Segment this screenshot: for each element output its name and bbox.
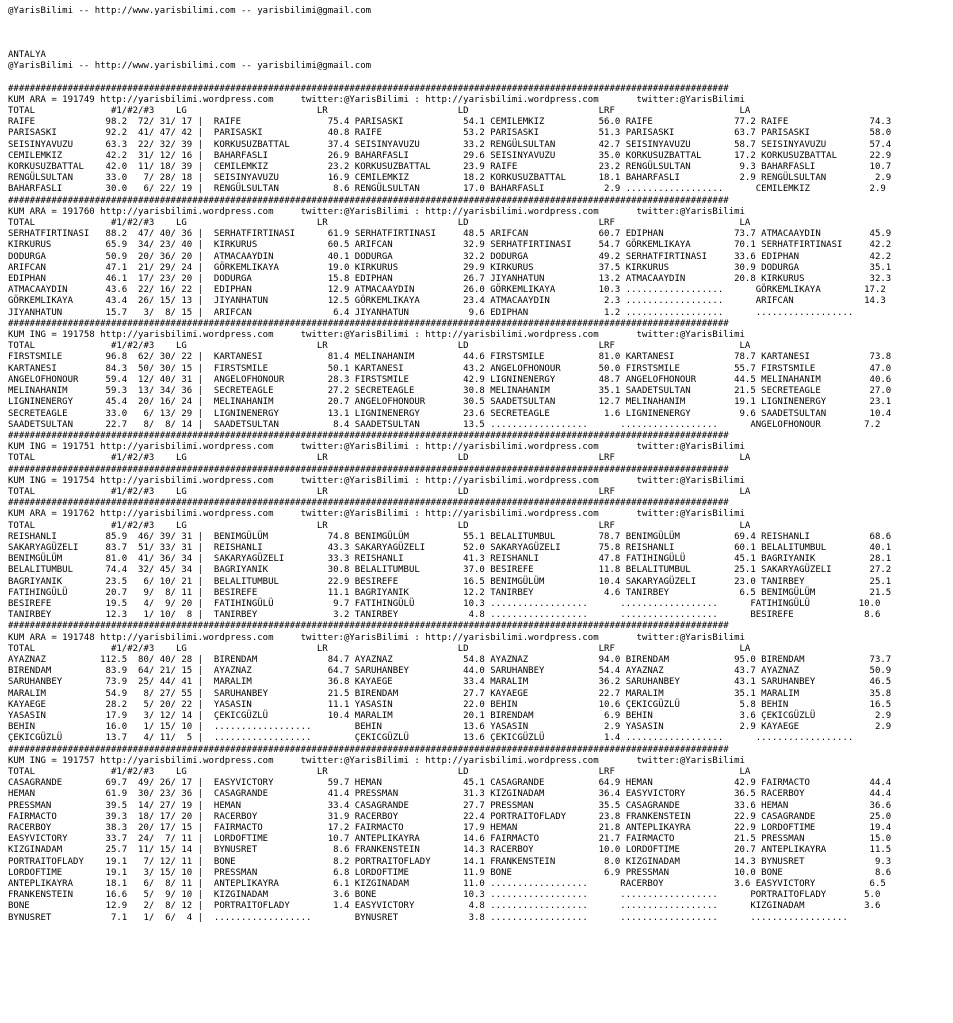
- table-row: SAKARYAGÜZELI 83.7 51/ 33/ 31 | REISHANLI 43.3 SAKARYAGÜZELI 52.0 SAKARYAGÜZELI 75.8 REISHANLI 60.1 BELALITUMBUL 40.1: [8, 542, 892, 553]
- venue-name: ANTALYA: [8, 50, 46, 61]
- race-title: KUM ING = 191757 http://yarisbilimi.wordpress.com twitter:@YarisBilimi : http://yarisbilimi.wordpress.com twitter:@YarisBilimi: [8, 755, 745, 766]
- race-title: KUM ING = 191751 http://yarisbilimi.wordpress.com twitter:@YarisBilimi : http://yarisbilimi.wordpress.com twitter:@YarisBilimi: [8, 442, 745, 453]
- race-title: KUM ARA = 191749 http://yarisbilimi.wordpress.com twitter:@YarisBilimi : http://yarisbilimi.wordpress.com twitter:@YarisBilimi: [8, 94, 745, 105]
- table-row: ANTEPLIKAYRA 18.1 6/ 8/ 11 | ANTEPLIKAYRA 6.1 KIZGINADAM 11.0 .................. RACERBOY 3.6 EASYVICTORY 6.5: [8, 879, 886, 890]
- table-row: KIRKURUS 65.9 34/ 23/ 40 | KIRKURUS 60.5 ARIFCAN 32.9 SERHATFIRTINASI 54.7 GÖRKEMLIKAYA 70.1 SERHATFIRTINASI 42.2: [8, 240, 892, 251]
- race-separator: #####################################################################################################################################: [8, 498, 729, 509]
- race-separator: #####################################################################################################################################: [8, 430, 729, 441]
- header-spacer: [8, 73, 945, 84]
- race-title: KUM ARA = 191748 http://yarisbilimi.wordpress.com twitter:@YarisBilimi : http://yarisbilimi.wordpress.com twitter:@YarisBilimi: [8, 632, 745, 643]
- table-row: ANGELOFHONOUR 59.4 12/ 40/ 31 | ANGELOFHONOUR 28.3 FIRSTSMILE 42.9 LIGNINENERGY 48.7 ANGELOFHONOUR 44.5 MELINAHANIM 40.6: [8, 374, 892, 385]
- credit-line: @YarisBilimi -- http://www.yarisbilimi.com -- yarisbilimi@gmail.com: [8, 61, 372, 72]
- table-row: LIGNINENERGY 45.4 20/ 16/ 24 | MELINAHANIM 20.7 ANGELOFHONOUR 30.5 SAADETSULTAN 12.7 MELINAHANIM 19.1 LIGNINENERGY 23.1: [8, 397, 892, 408]
- table-row: BYNUSRET 7.1 1/ 6/ 4 | .................. BYNUSRET 3.8 .................. .................. ..................: [8, 912, 881, 923]
- table-row: MELINAHANIM 59.3 13/ 34/ 36 | SECRETEAGLE 27.2 SECRETEAGLE 30.8 MELINAHANIM 35.1 SAADETSULTAN 21.5 SECRETEAGLE 27.0: [8, 386, 892, 397]
- table-row: BAGRIYANIK 23.5 6/ 10/ 21 | BELALITUMBUL 22.9 BESIREFE 16.5 BENIMGÜLÜM 10.4 SAKARYAGÜZELI 23.0 TANIRBEY 25.1: [8, 576, 892, 587]
- races-container: [8, 84, 945, 924]
- table-row: KIZGINADAM 25.7 11/ 15/ 14 | BYNUSRET 8.6 FRANKENSTEIN 14.3 RACERBOY 10.0 LORDOFTIME 20.7 ANTEPLIKAYRA 11.5: [8, 845, 892, 856]
- table-row: AYAZNAZ 112.5 80/ 40/ 28 | BIRENDAM 84.7 AYAZNAZ 54.8 AYAZNAZ 94.0 BIRENDAM 95.0 BIRENDAM 73.7: [8, 654, 892, 665]
- table-row: SECRETEAGLE 33.0 6/ 13/ 29 | LIGNINENERGY 13.1 LIGNINENERGY 23.6 SECRETEAGLE 1.6 LIGNINENERGY 9.6 SAADETSULTAN 10.4: [8, 408, 892, 419]
- table-row: ÇEKICGÜZLÜ 13.7 4/ 11/ 5 | .................. ÇEKICGÜZLÜ 13.6 ÇEKICGÜZLÜ 1.4 .................. ..................: [8, 733, 886, 744]
- table-row: CASAGRANDE 69.7 49/ 26/ 17 | EASYVICTORY 59.7 HEMAN 45.1 CASAGRANDE 64.9 HEMAN 42.9 FAIRMACTO 44.4: [8, 778, 892, 789]
- race-column-headers: TOTAL #1/#2/#3 LG LR LD LRF LA: [8, 218, 751, 229]
- table-row: TANIRBEY 12.3 1/ 10/ 8 | TANIRBEY 3.2 TANIRBEY 4.8 .................. .................. BESIREFE 8.6: [8, 610, 881, 621]
- race-separator: #####################################################################################################################################: [8, 621, 729, 632]
- table-row: DODURGA 50.9 20/ 36/ 20 | ATMACAAYDIN 40.1 DODURGA 32.2 DODURGA 49.2 SERHATFIRTINASI 33.6 EDIPHAN 42.2: [8, 251, 892, 262]
- table-row: BELALITUMBUL 74.4 32/ 45/ 34 | BAGRIYANIK 30.8 BELALITUMBUL 37.0 BESIREFE 11.8 BELALITUMBUL 25.1 SAKARYAGÜZELI 27.2: [8, 565, 892, 576]
- race-separator: #####################################################################################################################################: [8, 195, 729, 206]
- table-row: EASYVICTORY 33.7 24/ 7/ 11 | LORDOFTIME 10.7 ANTEPLIKAYRA 14.6 FAIRMACTO 21.7 FAIRMACTO 21.5 PRESSMAN 15.0: [8, 834, 892, 845]
- table-row: FAIRMACTO 39.3 18/ 17/ 20 | RACERBOY 31.9 RACERBOY 22.4 PORTRAITOFLADY 23.8 FRANKENSTEIN 22.9 CASAGRANDE 25.0: [8, 811, 892, 822]
- table-row: RAIFE 98.2 72/ 31/ 17 | RAIFE 75.4 PARISASKI 54.1 CEMILEMKIZ 56.0 RAIFE 77.2 RAIFE 74.3: [8, 117, 892, 128]
- race-column-headers: TOTAL #1/#2/#3 LG LR LD LRF LA: [8, 106, 751, 117]
- table-row: SAADETSULTAN 22.7 8/ 8/ 14 | SAADETSULTAN 8.4 SAADETSULTAN 13.5 .................. .................. ANGELOFHONOUR 7.2: [8, 419, 881, 430]
- table-row: KORKUSUZBATTAL 42.0 11/ 18/ 39 | CEMILEMKIZ 23.2 KORKUSUZBATTAL 23.9 RAIFE 23.2 RENGÜLSULTAN 9.3 BAHARFASLI 10.7: [8, 162, 892, 173]
- race-separator: #####################################################################################################################################: [8, 744, 729, 755]
- top-credit-line: @YarisBilimi -- http://www.yarisbilimi.com -- yarisbilimi@gmail.com: [8, 6, 372, 16]
- race-column-headers: TOTAL #1/#2/#3 LG LR LD LRF LA: [8, 520, 751, 531]
- race-separator: #####################################################################################################################################: [8, 83, 729, 94]
- table-row: CEMILEMKIZ 42.2 31/ 12/ 16 | BAHARFASLI 26.9 BAHARFASLI 29.6 SEISINYAVUZU 35.0 KORKUSUZBATTAL 17.2 KORKUSUZBATTAL 22.9: [8, 150, 892, 161]
- table-row: BEHIN 16.0 1/ 15/ 10 | .................. BEHIN 13.6 YASASIN 2.9 YASASIN 2.9 KAYAEGE 2.9: [8, 722, 892, 733]
- table-row: RENGÜLSULTAN 33.0 7/ 28/ 18 | SEISINYAVUZU 16.9 CEMILEMKIZ 18.2 KORKUSUZBATTAL 18.1 BAHARFASLI 2.9 RENGÜLSULTAN 2.9: [8, 173, 892, 184]
- table-row: REISHANLI 85.9 46/ 39/ 31 | BENIMGÜLÜM 74.8 BENIMGÜLÜM 55.1 BELALITUMBUL 78.7 BENIMGÜLÜM 69.4 REISHANLI 68.6: [8, 531, 892, 542]
- race-title: KUM ARA = 191762 http://yarisbilimi.wordpress.com twitter:@YarisBilimi : http://yarisbilimi.wordpress.com twitter:@YarisBilimi: [8, 509, 745, 520]
- table-row: BAHARFASLI 30.0 6/ 22/ 19 | RENGÜLSULTAN 8.6 RENGÜLSULTAN 17.0 BAHARFASLI 2.9 .................. CEMILEMKIZ 2.9: [8, 184, 886, 195]
- race-column-headers: TOTAL #1/#2/#3 LG LR LD LRF LA: [8, 453, 751, 464]
- table-row: EDIPHAN 46.1 17/ 23/ 20 | DODURGA 15.8 EDIPHAN 26.7 JIYANHATUN 13.2 ATMACAAYDIN 20.8 KIRKURUS 32.3: [8, 274, 892, 285]
- race-column-headers: TOTAL #1/#2/#3 LG LR LD LRF LA: [8, 643, 751, 654]
- table-row: SARUHANBEY 73.9 25/ 44/ 41 | MARALIM 36.8 KAYAEGE 33.4 MARALIM 36.2 SARUHANBEY 43.1 SARUHANBEY 46.5: [8, 677, 892, 688]
- table-row: FATIHINGÜLÜ 20.7 9/ 8/ 11 | BESIREFE 11.1 BAGRIYANIK 12.2 TANIRBEY 4.6 TANIRBEY 6.5 BENIMGÜLÜM 21.5: [8, 587, 892, 598]
- race-title: KUM ING = 191754 http://yarisbilimi.wordpress.com twitter:@YarisBilimi : http://yarisbilimi.wordpress.com twitter:@YarisBilimi: [8, 475, 745, 486]
- table-row: KAYAEGE 28.2 5/ 20/ 22 | YASASIN 11.1 YASASIN 22.0 BEHIN 10.6 ÇEKICGÜZLÜ 5.8 BEHIN 16.5: [8, 699, 892, 710]
- race-title: KUM ING = 191758 http://yarisbilimi.wordpress.com twitter:@YarisBilimi : http://yarisbilimi.wordpress.com twitter:@YarisBilimi: [8, 330, 745, 341]
- table-row: JIYANHATUN 15.7 3/ 8/ 15 | ARIFCAN 6.4 JIYANHATUN 9.6 EDIPHAN 1.2 .................. ..................: [8, 307, 886, 318]
- table-row: BIRENDAM 83.9 64/ 21/ 15 | AYAZNAZ 64.7 SARUHANBEY 44.0 SARUHANBEY 54.4 AYAZNAZ 43.7 AYAZNAZ 50.9: [8, 666, 892, 677]
- race-separator: #####################################################################################################################################: [8, 464, 729, 475]
- table-row: SERHATFIRTINASI 88.2 47/ 40/ 36 | SERHATFIRTINASI 61.9 SERHATFIRTINASI 48.5 ARIFCAN 60.7 EDIPHAN 73.7 ATMACAAYDIN 45.9: [8, 229, 892, 240]
- top-spacer: [8, 17, 945, 50]
- race-column-headers: TOTAL #1/#2/#3 LG LR LD LRF LA: [8, 486, 751, 497]
- table-row: GÖRKEMLIKAYA 43.4 26/ 15/ 13 | JIYANHATUN 12.5 GÖRKEMLIKAYA 23.4 ATMACAAYDIN 2.3 .................. ARIFCAN 14.3: [8, 296, 886, 307]
- race-separator: #####################################################################################################################################: [8, 318, 729, 329]
- table-row: LORDOFTIME 19.1 3/ 15/ 10 | PRESSMAN 6.8 LORDOFTIME 11.9 BONE 6.9 PRESSMAN 10.0 BONE 8.6: [8, 867, 892, 878]
- table-row: PORTRAITOFLADY 19.1 7/ 12/ 11 | BONE 8.2 PORTRAITOFLADY 14.1 FRANKENSTEIN 8.0 KIZGINADAM 14.3 BYNUSRET 9.3: [8, 856, 892, 867]
- table-row: PARISASKI 92.2 41/ 47/ 42 | PARISASKI 40.8 RAIFE 53.2 PARISASKI 51.3 PARISASKI 63.7 PARISASKI 58.0: [8, 128, 892, 139]
- table-row: BONE 12.9 2/ 8/ 12 | PORTRAITOFLADY 1.4 EASYVICTORY 4.8 .................. .................. KIZGINADAM 3.6: [8, 901, 881, 912]
- race-title: KUM ARA = 191760 http://yarisbilimi.wordpress.com twitter:@YarisBilimi : http://yarisbilimi.wordpress.com twitter:@YarisBilimi: [8, 206, 745, 217]
- table-row: HEMAN 61.9 30/ 23/ 36 | CASAGRANDE 41.4 PRESSMAN 31.3 KIZGINADAM 36.4 EASYVICTORY 36.5 RACERBOY 44.4: [8, 789, 892, 800]
- table-row: BESIREFE 19.5 4/ 9/ 20 | FATIHINGÜLÜ 9.7 FATIHINGÜLÜ 10.3 .................. .................. FATIHINGÜLÜ 10.0: [8, 598, 881, 609]
- table-row: MARALIM 54.9 8/ 27/ 55 | SARUHANBEY 21.5 BIRENDAM 27.7 KAYAEGE 22.7 MARALIM 35.1 MARALIM 35.8: [8, 688, 892, 699]
- table-row: FRANKENSTEIN 16.6 5/ 9/ 10 | KIZGINADAM 3.6 BONE 10.3 .................. .................. PORTRAITOFLADY 5.0: [8, 890, 881, 901]
- table-row: FIRSTSMILE 96.8 62/ 30/ 22 | KARTANESI 81.4 MELINAHANIM 44.6 FIRSTSMILE 81.0 KARTANESI 78.7 KARTANESI 73.8: [8, 352, 892, 363]
- table-row: ARIFCAN 47.1 21/ 29/ 24 | GÖRKEMLIKAYA 19.0 KIRKURUS 29.9 KIRKURUS 37.5 KIRKURUS 30.9 DODURGA 35.1: [8, 262, 892, 273]
- table-row: BENIMGÜLÜM 81.0 41/ 36/ 34 | SAKARYAGÜZELI 33.3 REISHANLI 41.3 REISHANLI 47.8 FATIHINGÜLÜ 45.1 BAGRIYANIK 28.1: [8, 554, 892, 565]
- race-column-headers: TOTAL #1/#2/#3 LG LR LD LRF LA: [8, 767, 751, 777]
- table-row: YASASIN 17.9 3/ 12/ 14 | ÇEKICGÜZLÜ 10.4 MARALIM 20.1 BIRENDAM 6.9 BEHIN 3.6 ÇEKICGÜZLÜ 2.9: [8, 710, 892, 721]
- table-row: SEISINYAVUZU 63.3 22/ 32/ 39 | KORKUSUZBATTAL 37.4 SEISINYAVUZU 33.2 RENGÜLSULTAN 42.7 SEISINYAVUZU 58.7 SEISINYAVUZU 57.4: [8, 139, 892, 150]
- table-row: KARTANESI 84.3 50/ 30/ 15 | FIRSTSMILE 50.1 KARTANESI 43.2 ANGELOFHONOUR 50.0 FIRSTSMILE 55.7 FIRSTSMILE 47.0: [8, 363, 892, 374]
- table-row: ATMACAAYDIN 43.6 22/ 16/ 22 | EDIPHAN 12.9 ATMACAAYDIN 26.0 GÖRKEMLIKAYA 10.3 .................. GÖRKEMLIKAYA 17.2: [8, 285, 886, 296]
- table-row: PRESSMAN 39.5 14/ 27/ 19 | HEMAN 33.4 CASAGRANDE 27.7 PRESSMAN 35.5 CASAGRANDE 33.6 HEMAN 36.6: [8, 800, 892, 811]
- race-column-headers: TOTAL #1/#2/#3 LG LR LD LRF LA: [8, 341, 751, 352]
- table-row: RACERBOY 38.3 20/ 17/ 15 | FAIRMACTO 17.2 FAIRMACTO 17.9 HEMAN 21.8 ANTEPLIKAYRA 22.9 LORDOFTIME 19.4: [8, 823, 892, 834]
